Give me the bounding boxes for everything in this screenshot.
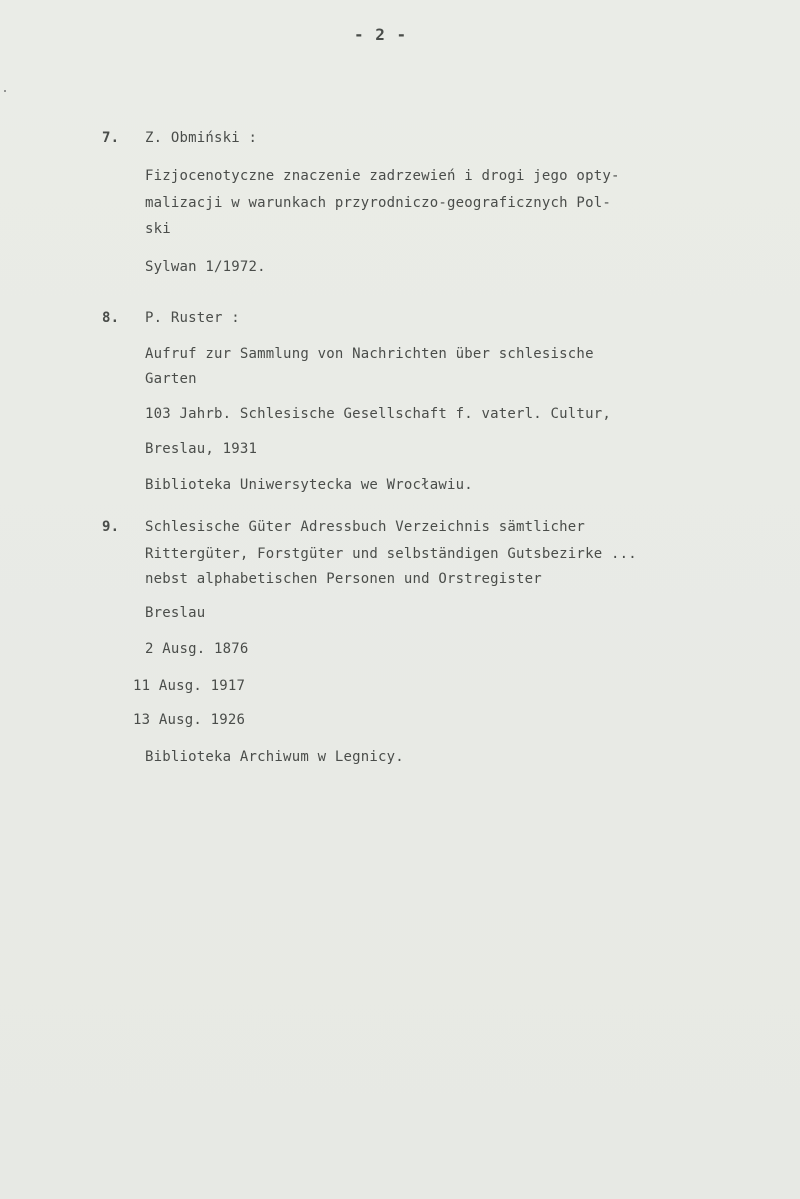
entry-source: Sylwan 1/1972. <box>145 259 266 275</box>
entry-author: Z. Obmiński : <box>145 130 258 146</box>
entry-title-line: Schlesische Güter Adressbuch Verzeichnis sämtlicher <box>145 519 586 535</box>
entry-place: Breslau <box>145 605 206 621</box>
scan-speck <box>4 90 6 92</box>
entry-title-line: Rittergüter, Forstgüter und selbständigen Gutsbezirke ... <box>145 546 637 562</box>
entry-number: 7. <box>102 130 120 146</box>
entry-detail: Breslau, 1931 <box>145 441 258 457</box>
entry-title-line: Garten <box>145 371 197 387</box>
page-number: - 2 - <box>354 25 408 44</box>
entry-edition: 13 Ausg. 1926 <box>133 712 246 728</box>
entry-edition: 11 Ausg. 1917 <box>133 678 246 694</box>
entry-detail: Biblioteka Uniwersytecka we Wrocławiu. <box>145 477 473 493</box>
entry-number: 9. <box>102 519 120 535</box>
entry-title-line: malizacji w warunkach przyrodniczo-geograficznych Pol- <box>145 195 611 211</box>
entry-title-line: ski <box>145 221 171 237</box>
entry-detail: 103 Jahrb. Schlesische Gesellschaft f. vaterl. Cultur, <box>145 406 611 422</box>
entry-title-line: nebst alphabetischen Personen und Orstregister <box>145 571 542 587</box>
entry-author: P. Ruster : <box>145 310 240 326</box>
entry-number: 8. <box>102 310 120 326</box>
entry-title-line: Aufruf zur Sammlung von Nachrichten über schlesische <box>145 346 594 362</box>
entry-title-line: Fizjocenotyczne znaczenie zadrzewień i drogi jego opty- <box>145 168 620 184</box>
entry-edition: 2 Ausg. 1876 <box>145 641 249 657</box>
entry-library: Biblioteka Archiwum w Legnicy. <box>145 749 404 765</box>
